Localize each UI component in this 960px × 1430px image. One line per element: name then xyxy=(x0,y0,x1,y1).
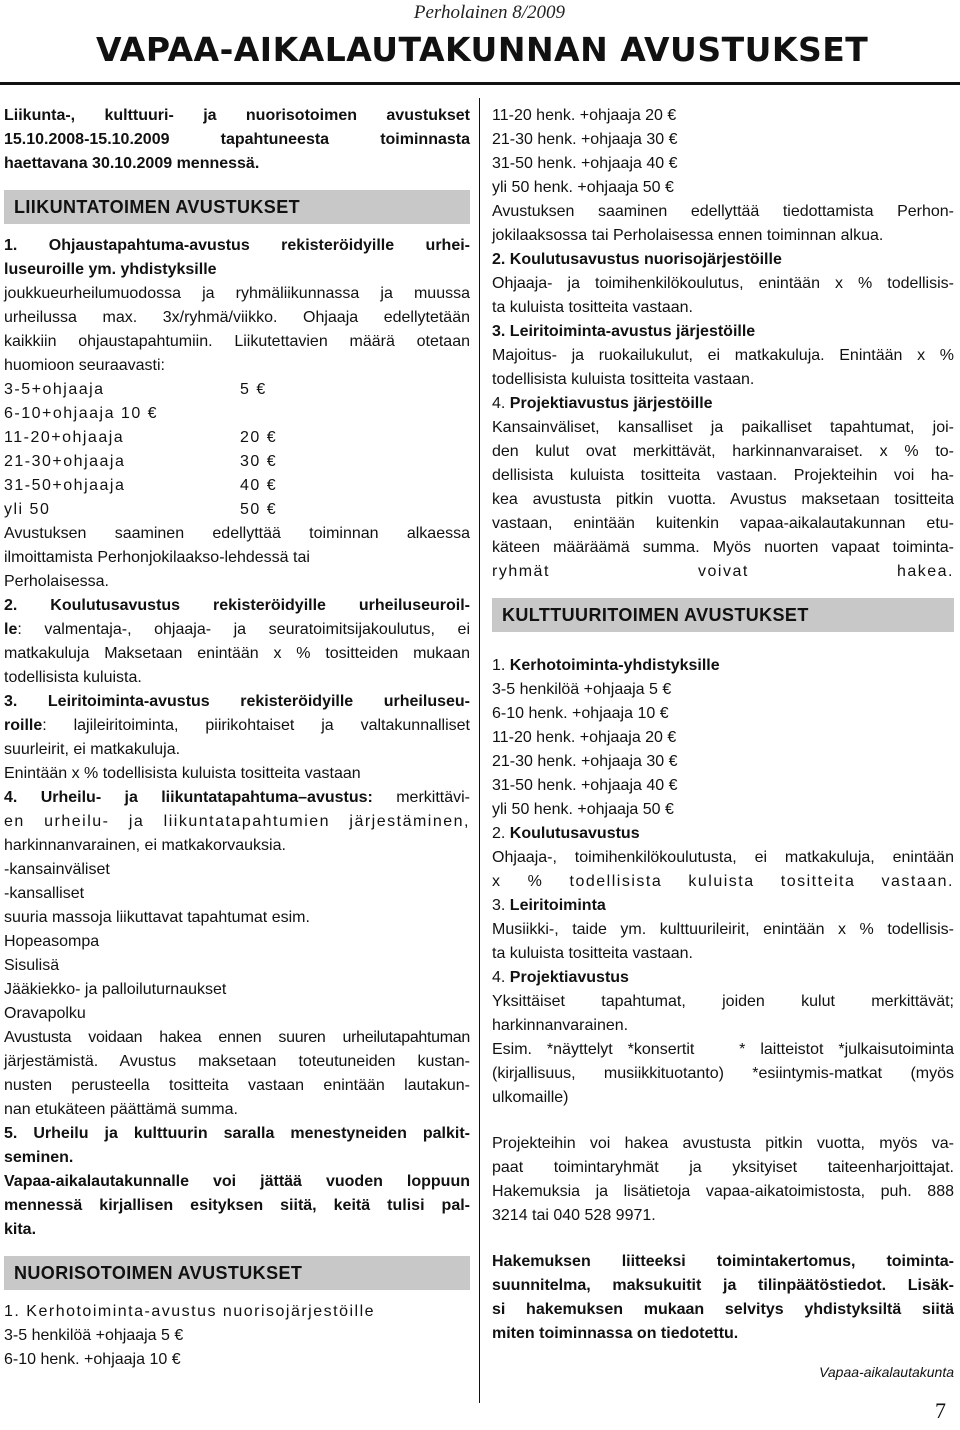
rate-label: 21-30+ohjaaja xyxy=(4,453,126,470)
section-3-title: 3. Leiritoiminta-avustus rekisteröidyille urheiluseu- xyxy=(4,693,470,710)
kulttuuri-4-text: Esim. *näyttelyt *konsertit * laitteistot *julkaisutoiminta xyxy=(492,1041,954,1058)
kulttuuri-3-title: 3. Leiritoiminta xyxy=(492,897,606,914)
kulttuuri-rate: 11-20 henk. +ohjaaja 20 € xyxy=(492,729,677,746)
rate-row xyxy=(4,426,470,450)
projects-paragraph: 3214 tai 040 528 9971. xyxy=(492,1207,656,1224)
attachments-paragraph: suunnitelma, maksukuitit ja tilinpäätöstiedot. Lisäk- xyxy=(492,1277,954,1294)
kulttuuri-rate: 6-10 henk. +ohjaaja 10 € xyxy=(492,705,669,722)
kulttuuri-heading: KULTTUURITOIMEN AVUSTUKSET xyxy=(492,598,954,632)
nuoriso-3-title: 3. Leiritoiminta-avustus järjestöille xyxy=(492,323,756,340)
nuoriso-rate: 31-50 henk. +ohjaaja 40 € xyxy=(492,155,678,172)
attachments-paragraph: miten toiminnassa on tiedotettu. xyxy=(492,1325,739,1342)
rate-label: 11-20+ohjaaja xyxy=(4,429,125,446)
section-2-text: matkakuluja Maksetaan enintään x % tositteiden mukaan xyxy=(4,645,470,662)
nuoriso-4-text: ryhmät voivat hakea. xyxy=(492,563,954,580)
kulttuuri-4-text: harkinnanvarainen. xyxy=(492,1017,629,1034)
rate-row xyxy=(4,402,470,426)
nuoriso-4-title: 4. Projektiavustus järjestöille xyxy=(492,395,713,412)
nuoriso-rate: 21-30 henk. +ohjaaja 30 € xyxy=(492,131,678,148)
section-4-text: Jääkiekko- ja palloiluturnaukset xyxy=(4,981,227,998)
kulttuuri-rate: 31-50 henk. +ohjaaja 40 € xyxy=(492,777,678,794)
rate-value: 30 € xyxy=(240,453,278,470)
rate-row xyxy=(4,450,470,474)
nuoriso-4-text: kea avustusta pitkin vuotta. Avustus maksetaan tositteita xyxy=(492,491,954,508)
kulttuuri-4-text: (kirjallisuus, musiikkituotanto) *esiintymis-matkat (myös xyxy=(492,1065,954,1082)
nuoriso-rate: yli 50 henk. +ohjaaja 50 € xyxy=(492,179,674,196)
nuoriso-rate: 11-20 henk. +ohjaaja 20 € xyxy=(492,107,677,124)
section-4-text: suuria massoja liikuttavat tapahtumat esim. xyxy=(4,909,310,926)
section-1-note: ilmoittamista Perhonjokilaakso-lehdessä tai xyxy=(4,549,310,566)
nuoriso-1-note: jokilaaksossa tai Perholaisessa ennen toiminnan alkua. xyxy=(492,227,884,244)
kulttuuri-rate: 3-5 henkilöä +ohjaaja 5 € xyxy=(492,681,672,698)
section-5-title: 5. Urheilu ja kulttuurin saralla menestyneiden palkit- xyxy=(4,1125,470,1142)
section-2-text: todellisista kuluista. xyxy=(4,669,142,686)
right-column xyxy=(492,104,954,1384)
intro-line: haettavana 30.10.2009 mennessä. xyxy=(4,155,260,172)
rate-label: yli 50 xyxy=(4,501,51,518)
section-4-text: järjestämistä. Avustus maksetaan toteutuneiden kustan- xyxy=(4,1053,470,1070)
kulttuuri-4-text: Yksittäiset tapahtumat, joiden kulut merkittävät; xyxy=(492,993,954,1010)
section-5-note: kita. xyxy=(4,1221,37,1238)
attachments-paragraph: si hakemuksen mukaan selvitys yhdistyksiltä siitä xyxy=(492,1301,954,1318)
rate-value: 40 € xyxy=(240,477,278,494)
section-4-text: Oravapolku xyxy=(4,1005,86,1022)
column-divider xyxy=(479,98,480,1403)
section-4-text: en urheilu- ja liikuntatapahtumien järjestäminen, xyxy=(4,813,470,830)
section-1-note: Avustuksen saaminen edellyttää toiminnan alkaessa xyxy=(4,525,470,542)
kulttuuri-4-title: 4. Projektiavustus xyxy=(492,969,629,986)
kulttuuri-1-title: 1. Kerhotoiminta-yhdistyksille xyxy=(492,657,720,674)
section-5-note: Vapaa-aikalautakunnalle voi jättää vuoden loppuun xyxy=(4,1173,470,1190)
kulttuuri-2-title: 2. Koulutusavustus xyxy=(492,825,640,842)
section-3-text: Enintään x % todellisista kuluista tositteita vastaan xyxy=(4,765,361,782)
rate-value: 50 € xyxy=(240,501,278,518)
section-5-title: seminen. xyxy=(4,1149,74,1166)
kulttuuri-3-text: Musiikki-, taide ym. kulttuurileirit, enintään x % todellisis- xyxy=(492,921,954,938)
rate-label: 31-50+ohjaaja xyxy=(4,477,126,494)
section-4-text: Hopeasompa xyxy=(4,933,100,950)
projects-paragraph: paat toimintaryhmät ja yksityiset taiteenharjoittajat. xyxy=(492,1159,954,1176)
section-3-text: roille: lajileiritoiminta, piirikohtaiset ja valtakunnalliset xyxy=(4,717,470,734)
rate-label: 6-10+ohjaaja 10 € xyxy=(4,405,159,422)
rate-value: 20 € xyxy=(240,429,278,446)
section-3-text: suurleirit, ei matkakuluja. xyxy=(4,741,181,758)
page-number: 7 xyxy=(935,1398,946,1423)
section-4-text: nusten perusteella tositteita vastaan enintään lautakun- xyxy=(4,1077,470,1094)
section-1-text: huomioon seuraavasti: xyxy=(4,357,165,374)
intro-line: 15.10.2008-15.10.2009 tapahtuneesta toiminnasta xyxy=(4,131,470,148)
section-1-text: joukkueurheilumuodossa ja ryhmäliikunnassa ja muussa xyxy=(4,285,470,302)
nuoriso-heading: NUORISOTOIMEN AVUSTUKSET xyxy=(4,1256,470,1290)
nuoriso-3-text: todellisista kuluista tositteita vastaan. xyxy=(492,371,755,388)
kulttuuri-4-text: ulkomaille) xyxy=(492,1089,569,1106)
section-4-text: -kansalliset xyxy=(4,885,85,902)
rate-row xyxy=(4,474,470,498)
rate-label: 3-5+ohjaaja xyxy=(4,381,105,398)
section-1-text: urheilussa max. 3x/ryhmä/viikko. Ohjaaja edellytetään xyxy=(4,309,470,326)
nuoriso-2-title: 2. Koulutusavustus nuorisojärjestöille xyxy=(492,251,782,268)
liikunta-heading: LIIKUNTATOIMEN AVUSTUKSET xyxy=(4,190,470,224)
page-title: VAPAA-AIKALAUTAKUNNAN AVUSTUKSET xyxy=(96,30,869,69)
kulttuuri-3-text: ta kuluista tositteita vastaan. xyxy=(492,945,693,962)
section-4-title: 4. Urheilu- ja liikuntatapahtuma–avustus: merkittävi- xyxy=(4,789,470,806)
kulttuuri-2-text: Ohjaaja-, toimihenkilökoulutusta, ei matkakuluja, enintään xyxy=(492,849,954,866)
nuoriso-rate: 3-5 henkilöä +ohjaaja 5 € xyxy=(4,1327,184,1344)
section-1-note: Perholaisessa. xyxy=(4,573,109,590)
intro-line: Liikunta-, kulttuuri- ja nuorisotoimen avustukset xyxy=(4,107,470,124)
section-4-text: harkinnanvarainen, ei matkakorvauksia. xyxy=(4,837,286,854)
signature: Vapaa-aikalautakunta xyxy=(819,1364,954,1380)
nuoriso-1-note: Avustuksen saaminen edellyttää tiedottamista Perhon- xyxy=(492,203,954,220)
nuoriso-4-text: vastaan, enintään kuitenkin vapaa-aikalautakunnan etu- xyxy=(492,515,954,532)
nuoriso-2-text: Ohjaaja- ja toimihenkilökoulutus, enintään x % todellisis- xyxy=(492,275,954,292)
section-2-text: le: valmentaja-, ohjaaja- ja seuratoimitsijakoulutus, ei xyxy=(4,621,470,638)
section-2-title: 2. Koulutusavustus rekisteröidyille urheiluseuroil- xyxy=(4,597,470,614)
rate-row xyxy=(4,498,470,522)
nuoriso-2-text: ta kuluista tositteita vastaan. xyxy=(492,299,693,316)
section-4-text: -kansainväliset xyxy=(4,861,110,878)
section-1-text: kaikkiin ohjaustapahtumiin. Liikutettavien määrä otetaan xyxy=(4,333,470,350)
nuoriso-rate: 6-10 henk. +ohjaaja 10 € xyxy=(4,1351,181,1368)
left-column xyxy=(4,104,470,1372)
nuoriso-4-text: dellisista kuluista tositteita vastaan. Projekteihin voi ha- xyxy=(492,467,954,484)
section-1-title: 1. Ohjaustapahtuma-avustus rekisteröidyille urhei- xyxy=(4,237,470,254)
section-4-text: Avustusta voidaan hakea ennen suuren urheilutapahtuman xyxy=(4,1029,470,1046)
nuoriso-3-text: Majoitus- ja ruokailukulut, ei matkakuluja. Enintään x % xyxy=(492,347,954,364)
rate-row xyxy=(4,378,470,402)
section-1-title: luseuroille ym. yhdistyksille xyxy=(4,261,217,278)
nuoriso-4-text: den kulut ovat merkittävät, harkinnanvaraiset. x % to- xyxy=(492,443,954,460)
section-4-text: Sisulisä xyxy=(4,957,60,974)
section-5-note: mennessä kirjallisen esityksen siitä, keitä tulisi pal- xyxy=(4,1197,470,1214)
kulttuuri-rate: yli 50 henk. +ohjaaja 50 € xyxy=(492,801,674,818)
kulttuuri-2-text: x % todellisista kuluista tositteita vastaan. xyxy=(492,873,954,890)
rate-value: 5 € xyxy=(240,381,267,398)
section-4-text: nan etukäteen päättämä summa. xyxy=(4,1101,238,1118)
nuoriso-4-text: käteen määräämä summa. Myös nuorten vapaat toiminta- xyxy=(492,539,954,556)
issue-label: Perholainen 8/2009 xyxy=(413,2,565,23)
projects-paragraph: Hakemuksia ja lisätietoja vapaa-aikatoimistosta, puh. 888 xyxy=(492,1183,954,1200)
kulttuuri-rate: 21-30 henk. +ohjaaja 30 € xyxy=(492,753,678,770)
nuoriso-1-title: 1. Kerhotoiminta-avustus nuorisojärjestöille xyxy=(4,1303,376,1320)
title-rule xyxy=(0,82,960,85)
nuoriso-4-text: Kansainväliset, kansalliset ja paikalliset tapahtumat, joi- xyxy=(492,419,954,436)
attachments-paragraph: Hakemuksen liitteeksi toimintakertomus, toiminta- xyxy=(492,1253,954,1270)
projects-paragraph: Projekteihin voi hakea avustusta pitkin vuotta, myös va- xyxy=(492,1135,954,1152)
